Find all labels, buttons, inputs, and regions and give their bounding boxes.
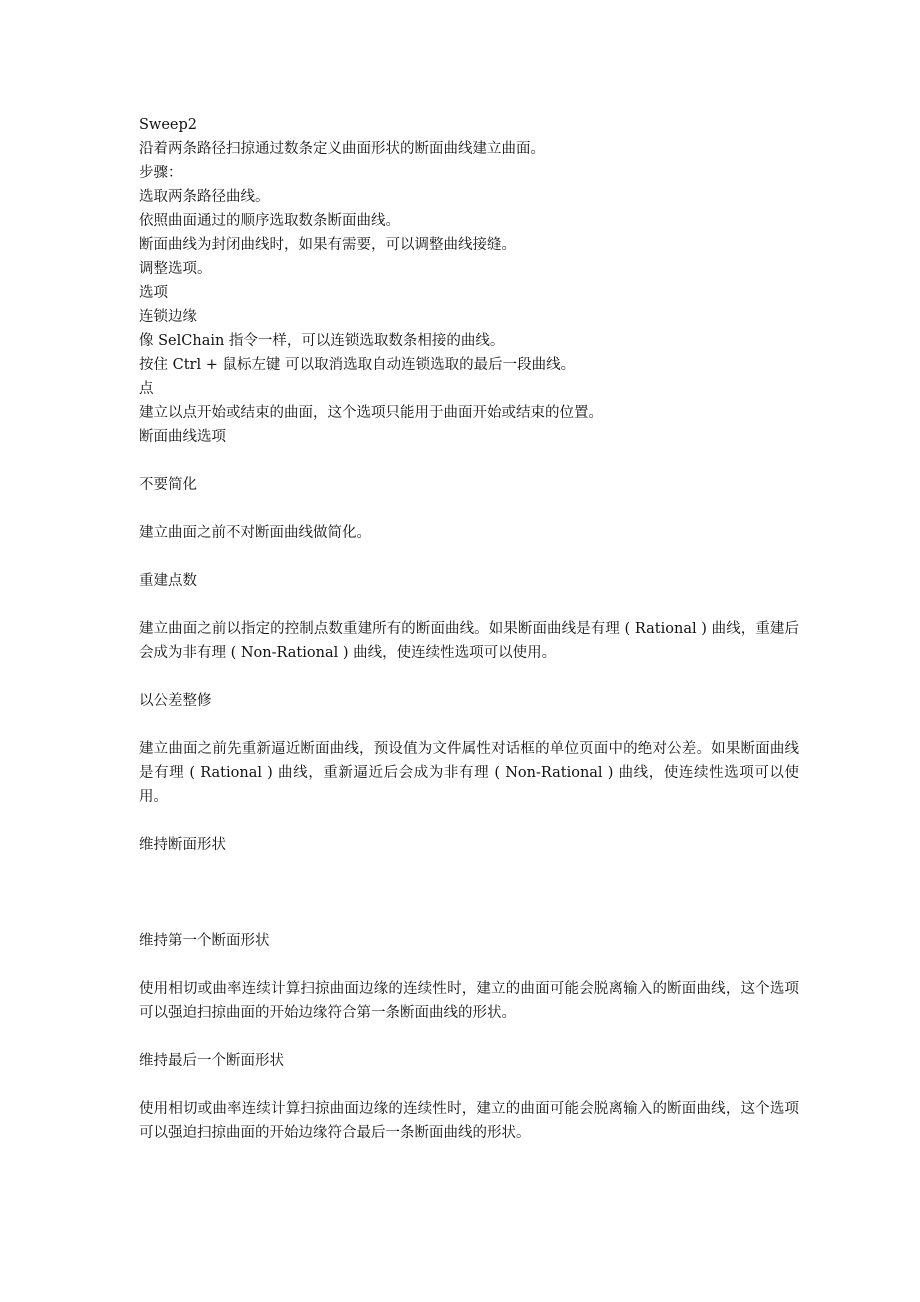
spacer	[139, 1073, 799, 1097]
chain-label: 连锁边缘	[139, 309, 197, 325]
maintain-last-label: 维持最后一个断面形状	[139, 1053, 284, 1069]
document-body	[139, 113, 799, 1145]
section-options-label: 断面曲线选项	[139, 429, 226, 445]
point-desc: 建立以点开始或结束的曲面，这个选项只能用于曲面开始或结束的位置。	[139, 405, 603, 421]
rebuild-label: 重建点数	[139, 573, 197, 589]
chain-desc-1: 像 SelChain 指令一样，可以连锁选取数条相接的曲线。	[139, 333, 505, 349]
step-item: 断面曲线为封闭曲线时，如果有需要，可以调整曲线接缝。	[139, 237, 516, 253]
spacer	[139, 593, 799, 617]
steps-label: 步骤：	[139, 165, 183, 181]
step-item: 选取两条路径曲线。	[139, 189, 270, 205]
refit-desc: 建立曲面之前先重新逼近断面曲线，预设值为文件属性对话框的单位页面中的绝对公差。如果断面曲线是有理 ( Rational ) 曲线，重新逼近后会成为非有理 ( Non-Rational ) 曲线，使连续性选项可以使用。	[139, 741, 799, 805]
spacer	[139, 857, 799, 929]
spacer	[139, 1025, 799, 1049]
chain-desc-2: 按住 Ctrl + 鼠标左键 可以取消选取自动连锁选取的最后一段曲线。	[139, 357, 576, 373]
step-item: 依照曲面通过的顺序选取数条断面曲线。	[139, 213, 400, 229]
maintain-first-label: 维持第一个断面形状	[139, 933, 270, 949]
document-title: Sweep2	[139, 117, 198, 133]
rebuild-desc: 建立曲面之前以指定的控制点数重建所有的断面曲线。如果断面曲线是有理 ( Rational ) 曲线，重建后会成为非有理 ( Non-Rational ) 曲线，使连续性选项可以使用。	[139, 621, 799, 661]
refit-label: 以公差整修	[139, 693, 212, 709]
maintain-last-desc: 使用相切或曲率连续计算扫掠曲面边缘的连续性时，建立的曲面可能会脱离输入的断面曲线，这个选项可以强迫扫掠曲面的开始边缘符合最后一条断面曲线的形状。	[139, 1101, 799, 1141]
step-item: 调整选项。	[139, 261, 212, 277]
no-simplify-label: 不要简化	[139, 477, 197, 493]
spacer	[139, 545, 799, 569]
spacer	[139, 497, 799, 521]
no-simplify-desc: 建立曲面之前不对断面曲线做简化。	[139, 525, 371, 541]
intro-text: 沿着两条路径扫掠通过数条定义曲面形状的断面曲线建立曲面。	[139, 141, 545, 157]
spacer	[139, 449, 799, 473]
options-label: 选项	[139, 285, 168, 301]
point-label: 点	[139, 381, 154, 397]
spacer	[139, 953, 799, 977]
spacer	[139, 713, 799, 737]
spacer	[139, 665, 799, 689]
spacer	[139, 809, 799, 833]
maintain-label: 维持断面形状	[139, 837, 226, 853]
maintain-first-desc: 使用相切或曲率连续计算扫掠曲面边缘的连续性时，建立的曲面可能会脱离输入的断面曲线，这个选项可以强迫扫掠曲面的开始边缘符合第一条断面曲线的形状。	[139, 981, 799, 1021]
